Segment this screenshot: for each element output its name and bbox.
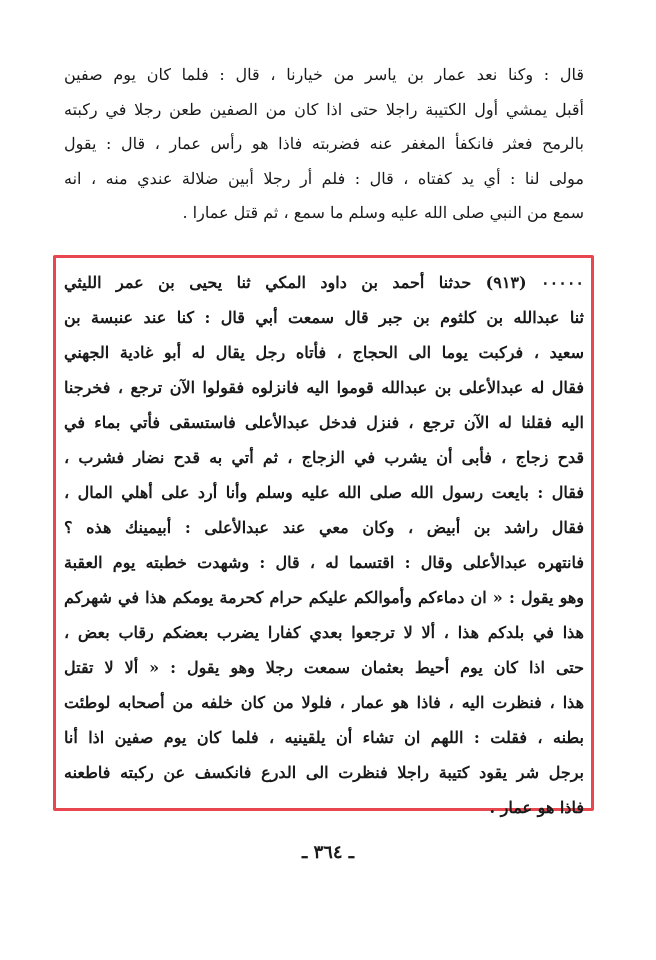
text-line: فقال راشد بن أبيض ، وكان معي عند عبدالأعلى : أبيمينك هذه ؟ [64, 518, 584, 537]
text-line: بطنه ، فقلت : اللهم ان تشاء أن يلقينيه ، فلما كان يوم صفين اذا أنا [64, 728, 584, 747]
text-line: حتى اذا كان يوم أحيط بعثمان سمعت رجلا وهو يقول : « ألا لا تقتل [64, 658, 584, 677]
text-line: هذا في بلدكم هذا ، ألا لا ترجعوا بعدي كفارا يضرب بعضكم رقاب بعض ، [64, 623, 584, 642]
text-line: وهو يقول : « ان دماءكم وأموالكم عليكم حرام كحرمة يومكم هذا في شهركم [64, 588, 584, 607]
page-number: ـ ٣٦٤ ـ [301, 842, 355, 863]
text-line: اليه فقلنا له الآن ترجع ، فنزل فدخل عبدالأعلى فاستسقى فأتي بماء في [64, 413, 584, 432]
text-line: سمع من النبي صلى الله عليه وسلم ما سمع ، ثم قتل عمارا . [182, 203, 584, 222]
text-line: هذا ، فنظرت اليه ، فاذا هو عمار ، فلولا من كان خلفه من أصحابه لوطئت [64, 693, 584, 712]
text-line: ثنا عبدالله بن كلثوم بن جبر قال سمعت أبي قال : كنا عند عنبسة بن [64, 308, 584, 327]
hadith-header-line: ٠٠٠٠٠ (٩١٣) حدثنا أحمد بن داود المكي ثنا يحيى بن عمر الليثي [64, 273, 584, 292]
text-line: قدح زجاج ، فأبى أن يشرب في الزجاج ، ثم أتي به قدح نضار فشرب ، [64, 448, 584, 467]
hadith-913-paragraph [64, 265, 584, 825]
text-line: فانتهره عبدالأعلى وقال : اقتسما له ، قال : وشهدت خطبته يوم العقبة [64, 553, 584, 572]
text-line: فاذا هو عمار . [489, 798, 584, 817]
top-paragraph [64, 58, 584, 231]
text-line: سعيد ، فركبت يوما الى الحجاج ، فأتاه رجل يقال له أبو غادية الجهني [64, 343, 584, 362]
text-line: برجل شر يقود كتيبة راجلا فنظرت الى الدرع فانكسف عن ركبته فاطعنه [64, 763, 584, 782]
text-line: قال : وكنا نعد عمار بن ياسر من خيارنا ، قال : فلما كان يوم صفين [64, 65, 584, 84]
text-line: أقبل يمشي أول الكتيبة راجلا حتى اذا كان من الصفين طعن رجلا في ركبته [64, 99, 584, 119]
text-line: بالرمح فعثر فانكفأ المغفر عنه فضربته فاذا هو رأس عمار ، قال : يقول [64, 134, 584, 153]
text-line: فقال له عبدالأعلى بن عبدالله قوموا اليه فانزلوه فقولوا الآن ترجع ، فخرجنا [64, 378, 584, 397]
text-line: مولى لنا : أي يد كفتاه ، قال : فلم أر رجلا أبين ضلالة عندي منه ، انه [64, 168, 584, 188]
text-line: فقال : بايعت رسول الله صلى الله عليه وسلم وأنا أرد على أهلي المال ، [64, 483, 584, 502]
